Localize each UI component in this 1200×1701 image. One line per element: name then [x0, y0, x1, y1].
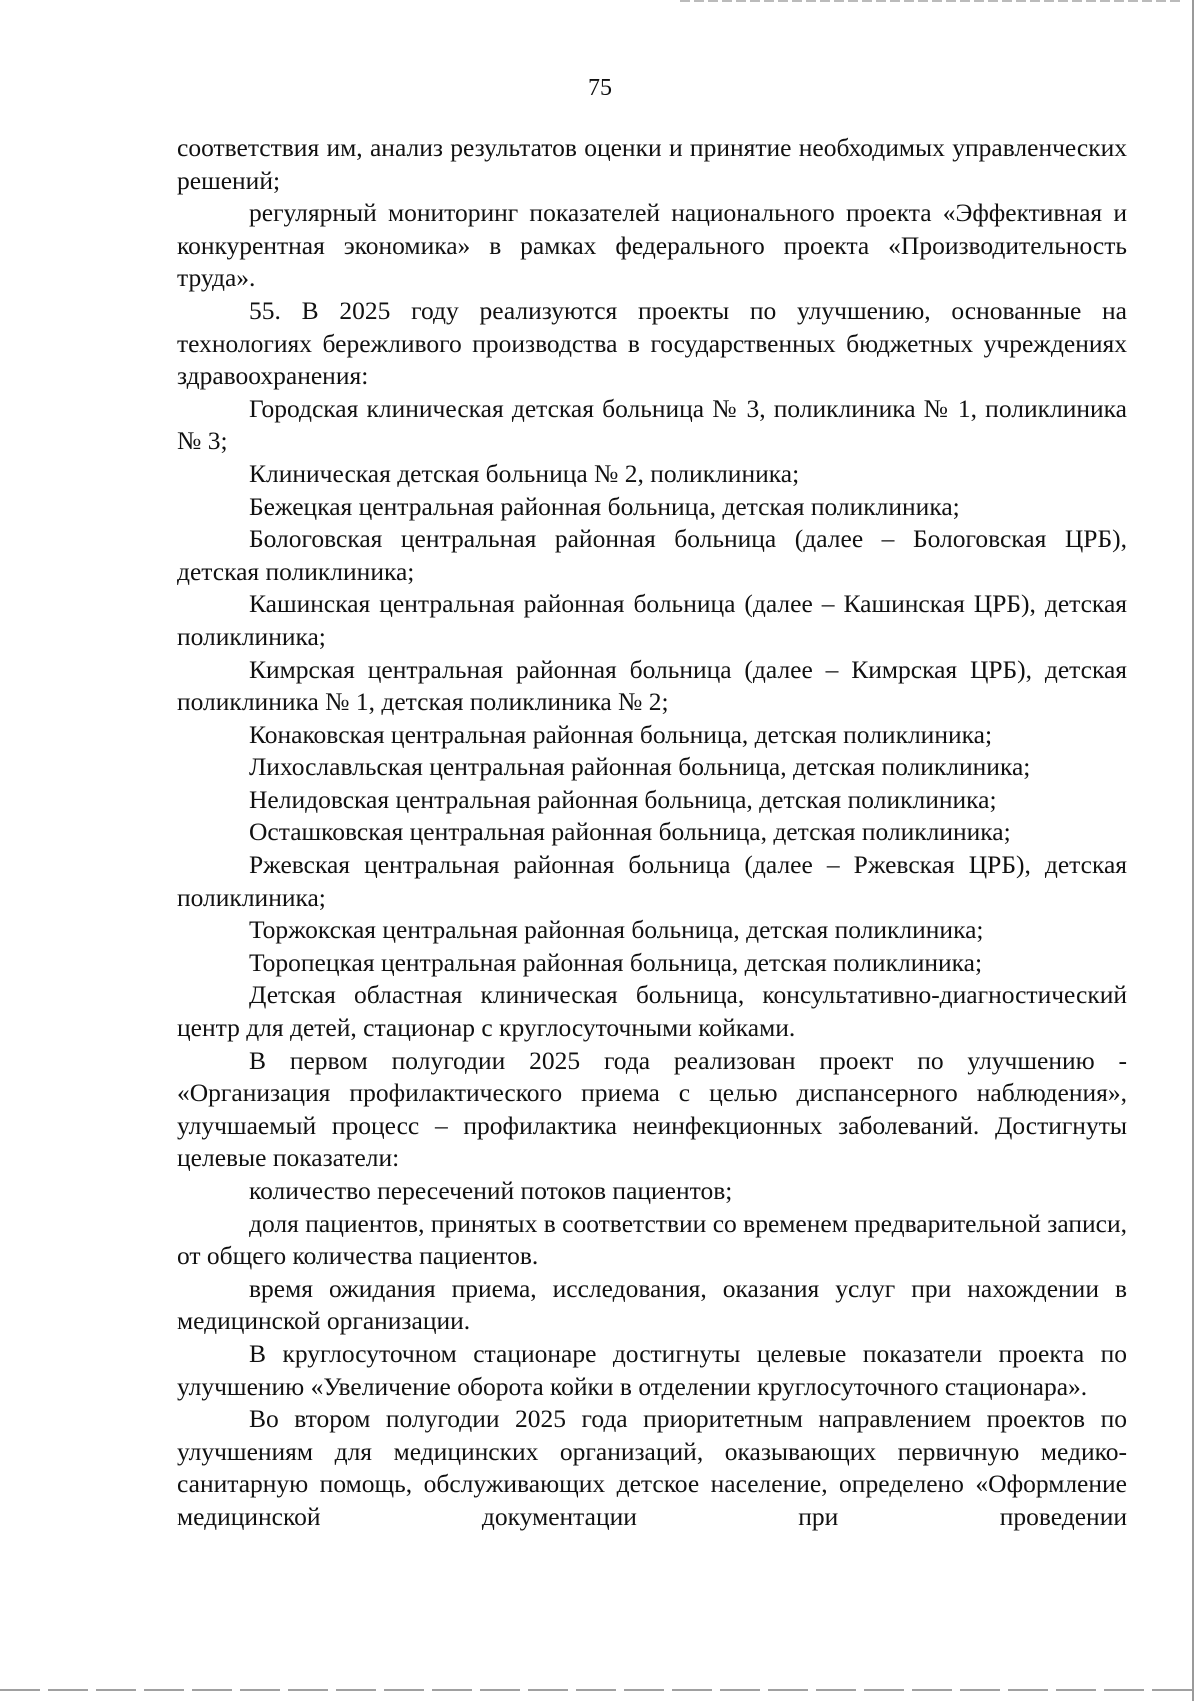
- paragraph: 55. В 2025 году реализуются проекты по улучшению, основанные на технологиях бережливого производства в государственных бюджетных учреждениях здравоохранения:: [177, 295, 1127, 391]
- paragraph: В круглосуточном стационаре достигнуты целевые показатели проекта по улучшению «Увеличение оборота койки в отделении круглосуточного стационара».: [177, 1338, 1127, 1401]
- list-item: Клиническая детская больница № 2, поликлиника;: [249, 458, 800, 488]
- list-item: Бологовская центральная районная больница (далее – Бологовская ЦРБ), детская поликлиника;: [177, 524, 1127, 586]
- page-number: 75: [588, 75, 612, 101]
- list-item: Ржевская центральная районная больница (далее – Ржевская ЦРБ), детская поликлиника;: [177, 850, 1127, 912]
- list-item: время ожидания приема, исследования, оказания услуг при нахождении в медицинской организации.: [177, 1273, 1127, 1336]
- list-item: Нелидовская центральная районная больница, детская поликлиника;: [249, 784, 997, 814]
- paragraph: регулярный мониторинг показателей национального проекта «Эффективная и конкурентная экономика» в рамках федерального проекта «Производительность труда».: [177, 198, 1127, 293]
- list-item: количество пересечений потоков пациентов;: [249, 1176, 733, 1205]
- scan-edge-top: [680, 0, 1180, 2]
- list-item: Лихославльская центральная районная больница, детская поликлиника;: [249, 752, 1031, 782]
- body-text: [177, 132, 1127, 1534]
- list-item: Кашинская центральная районная больница (далее – Кашинская ЦРБ), детская поликлиника;: [177, 589, 1127, 651]
- scan-edge-right: [1192, 0, 1194, 1701]
- list-item: Бежецкая центральная районная больница, детская поликлиника;: [249, 491, 960, 521]
- list-item: Детская областная клиническая больница, консультативно-диагностический центр для детей, стационар с круглосуточными койками.: [177, 980, 1127, 1043]
- paragraph: соответствия им, анализ результатов оценки и принятие необходимых управленческих решений;: [177, 133, 1127, 195]
- list-item: Торопецкая центральная районная больница, детская поликлиника;: [249, 947, 983, 977]
- scan-edge-bottom: [0, 1689, 1200, 1691]
- list-item: Городская клиническая детская больница № 3, поликлиника № 1, поликлиника № 3;: [177, 393, 1127, 456]
- list-item: Кимрская центральная районная больница (далее – Кимрская ЦРБ), детская поликлиника № 1, детская поликлиника № 2;: [177, 654, 1127, 717]
- list-item: Торжокская центральная районная больница, детская поликлиника;: [249, 915, 984, 945]
- list-item: Осташковская центральная районная больница, детская поликлиника;: [249, 817, 1011, 847]
- list-item: доля пациентов, принятых в соответствии со временем предварительной записи, от общего количества пациентов.: [177, 1208, 1127, 1271]
- list-item: Конаковская центральная районная больница, детская поликлиника;: [249, 719, 993, 749]
- paragraph: В первом полугодии 2025 года реализован проект по улучшению - «Организация профилактического приема с целью диспансерного наблюдения», улучшаемый процесс – профилактика неинфекционных заболеваний. Достигнуты целевые показатели:: [177, 1045, 1127, 1173]
- paragraph: Во втором полугодии 2025 года приоритетным направлением проектов по улучшениям для медицинских организаций, оказывающих первичную медико-санитарную помощь, обслуживающих детское население, определено «Оформление медицинской документации при проведении: [177, 1404, 1127, 1531]
